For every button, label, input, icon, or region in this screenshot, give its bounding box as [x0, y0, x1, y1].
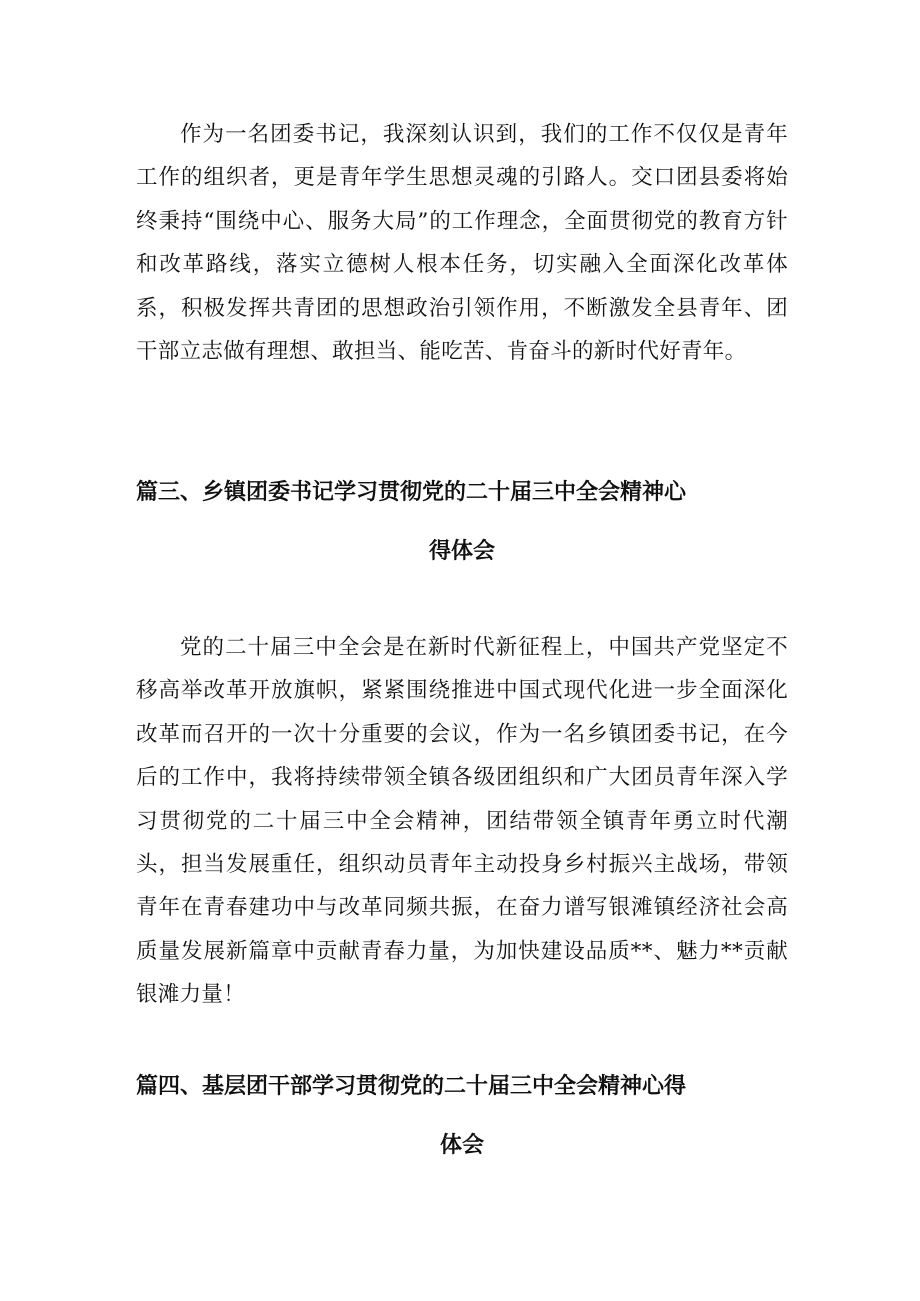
section-heading: [136, 1075, 788, 1158]
section-heading: [136, 481, 788, 564]
section-heading-line: 篇四、基层团干部学习贯彻党的二十届三中全会精神心得: [136, 1074, 687, 1099]
section-heading-line: 得体会: [428, 539, 495, 564]
body-paragraph: 党的二十届三中全会是在新时代新征程上，中国共产党坚定不移高举改革开放旗帜，紧紧围绕推进中国式现代化进一步全面深化改革而召开的一次十分重要的会议，作为一名乡镇团委书记，在今后的工作中，我将持续带领全镇各级团组织和广大团员青年深入学习贯彻党的二十届三中全会精神，团结带领全镇青年勇立时代潮头，担当发展重任，组织动员青年主动投身乡村振兴主战场，带领青年在青春建功中与改革同频共振，在奋力谱写银滩镇经济社会高质量发展新篇章中贡献青春力量，为加快建设品质**、魅力**贡献银滩力量！: [136, 635, 788, 1008]
section-heading-line: 篇三、乡镇团委书记学习贯彻党的二十届三中全会精神心: [136, 480, 687, 505]
section-heading-line: 体会: [439, 1133, 484, 1158]
body-paragraph: 作为一名团委书记，我深刻认识到，我们的工作不仅仅是青年工作的组织者，更是青年学生思想灵魂的引路人。交口团县委将始终秉持“围绕中心、服务大局”的工作理念，全面贯彻党的教育方针和改革路线，落实立德树人根本任务，切实融入全面深化改革体系，积极发挥共青团的思想政治引领作用，不断激发全县青年、团干部立志做有理想、敢担当、能吃苦、肯奋斗的新时代好青年。: [136, 122, 788, 365]
